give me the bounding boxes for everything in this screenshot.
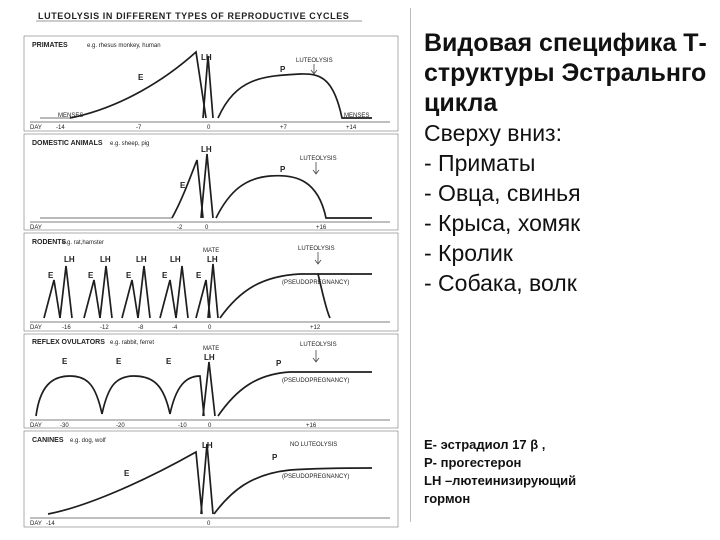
estradiol-peak bbox=[122, 280, 138, 318]
species-item: - Крыса, хомяк bbox=[424, 210, 581, 236]
label-e: E bbox=[116, 357, 122, 366]
label-lh: LH bbox=[64, 255, 75, 264]
luteolysis-arrow bbox=[311, 64, 317, 74]
panel-example: e.g. rhesus monkey, human bbox=[87, 43, 161, 49]
estradiol-peak bbox=[84, 280, 100, 318]
label-lh: LH bbox=[170, 255, 181, 264]
figure-title: LUTEOLYSIS IN DIFFERENT TYPES OF REPRODUCTIVE CYCLES bbox=[38, 11, 350, 21]
tick-label: +12 bbox=[310, 325, 321, 331]
tick-label: -20 bbox=[116, 423, 125, 429]
tick-label: -16 bbox=[62, 325, 71, 331]
label-lh: LH bbox=[204, 353, 215, 362]
label-e: E bbox=[138, 73, 144, 82]
label-lh: LH bbox=[202, 441, 213, 450]
tick-label: -4 bbox=[172, 325, 178, 331]
species-list bbox=[424, 148, 716, 298]
estradiol-curve bbox=[70, 52, 206, 118]
side-subtitle: Сверху вниз: bbox=[424, 120, 562, 146]
tick-label: -7 bbox=[136, 125, 142, 131]
lh-peak bbox=[138, 266, 150, 318]
label-e: E bbox=[162, 271, 168, 280]
panel-reflex-ovulators bbox=[24, 334, 398, 429]
label-e: E bbox=[88, 271, 94, 280]
label-e: E bbox=[180, 181, 186, 190]
panel-label: RODENTS bbox=[32, 239, 67, 246]
day-label: DAY bbox=[30, 325, 42, 331]
tick-label: 0 bbox=[205, 225, 209, 231]
panel-example: e.g. rabbit, ferret bbox=[110, 340, 155, 346]
progesterone-curve bbox=[218, 74, 372, 118]
legend bbox=[424, 436, 716, 508]
panel-label: CANINES bbox=[32, 437, 64, 444]
label-mate: MATE bbox=[203, 248, 220, 254]
panel-example: e.g. rat,hamster bbox=[62, 240, 105, 246]
panel-example: e.g. sheep, pig bbox=[110, 141, 150, 147]
tick-label: 0 bbox=[207, 521, 211, 527]
panel-label: DOMESTIC ANIMALS bbox=[32, 140, 103, 147]
species-item: - Овца, свинья bbox=[424, 180, 581, 206]
tick-label: +7 bbox=[280, 125, 287, 131]
panel-canines bbox=[24, 431, 398, 527]
species-item: - Приматы bbox=[424, 150, 536, 176]
label-no-luteolysis: NO LUTEOLYSIS bbox=[290, 442, 338, 448]
label-e: E bbox=[126, 271, 132, 280]
divider bbox=[410, 8, 411, 522]
day-label: DAY bbox=[30, 125, 42, 131]
lh-peak bbox=[203, 362, 215, 416]
label-lh: LH bbox=[136, 255, 147, 264]
lh-peak bbox=[201, 444, 213, 514]
label-lh: LH bbox=[100, 255, 111, 264]
lh-peak bbox=[100, 266, 112, 318]
label-p: P bbox=[280, 165, 286, 174]
label-e: E bbox=[48, 271, 54, 280]
day-label: DAY bbox=[30, 225, 42, 231]
lh-peak bbox=[60, 266, 72, 318]
panel-example: e.g. dog, wolf bbox=[70, 438, 106, 444]
lh-peak bbox=[203, 56, 213, 118]
tick-label: -14 bbox=[56, 125, 65, 131]
label-luteolysis: LUTEOLYSIS bbox=[296, 58, 333, 64]
tick-label: -2 bbox=[177, 225, 183, 231]
day-label: DAY bbox=[30, 423, 42, 429]
label-e: E bbox=[124, 469, 130, 478]
day-label: DAY bbox=[30, 521, 42, 527]
label-e: E bbox=[166, 357, 172, 366]
label-lh: LH bbox=[207, 255, 218, 264]
lh-peak bbox=[176, 266, 188, 318]
label-e: E bbox=[62, 357, 68, 366]
label-lh: LH bbox=[201, 145, 212, 154]
luteolysis-arrow bbox=[313, 350, 319, 362]
panel-rodents bbox=[24, 233, 398, 331]
label-menses-left: MENSES bbox=[58, 113, 84, 119]
tick-label: -14 bbox=[46, 521, 55, 527]
legend-line: P- прогестерон bbox=[424, 455, 522, 470]
luteolysis-arrow bbox=[315, 252, 321, 264]
tick-label: -12 bbox=[100, 325, 109, 331]
label-pseudopregnancy: (PSEUDOPREGNANCY) bbox=[282, 280, 350, 286]
tick-label: +16 bbox=[316, 225, 327, 231]
legend-line: LH –лютеинизирующий bbox=[424, 473, 577, 488]
tick-label: -30 bbox=[60, 423, 69, 429]
tick-label: +16 bbox=[306, 423, 317, 429]
panel-domestic-animals bbox=[24, 134, 398, 231]
legend-line: E- эстрадиол 17 β , bbox=[424, 437, 546, 452]
panel-label: PRIMATES bbox=[32, 42, 68, 49]
label-p: P bbox=[280, 65, 286, 74]
label-luteolysis: LUTEOLYSIS bbox=[298, 246, 335, 252]
label-p: P bbox=[272, 453, 278, 462]
label-lh: LH bbox=[201, 53, 212, 62]
tick-label: 0 bbox=[208, 325, 212, 331]
estradiol-curve bbox=[48, 452, 202, 514]
tick-label: 0 bbox=[208, 423, 212, 429]
label-menses-right: MENSES bbox=[344, 113, 370, 119]
estradiol-curve bbox=[172, 160, 203, 218]
panel-label: REFLEX OVULATORS bbox=[32, 339, 105, 346]
side-panel bbox=[424, 28, 716, 298]
side-title: Видовая специфика Т-структуры Эстральнго цикла bbox=[424, 29, 707, 117]
estradiol-peak bbox=[44, 280, 60, 318]
tick-label: +14 bbox=[346, 125, 357, 131]
label-p: P bbox=[276, 359, 282, 368]
species-item: - Кролик bbox=[424, 240, 513, 266]
label-e: E bbox=[196, 271, 202, 280]
label-luteolysis: LUTEOLYSIS bbox=[300, 156, 337, 162]
tick-label: -8 bbox=[138, 325, 144, 331]
luteolysis-arrow bbox=[313, 162, 319, 174]
legend-line: гормон bbox=[424, 491, 471, 506]
progesterone-curve bbox=[216, 176, 372, 218]
tick-label: -10 bbox=[178, 423, 187, 429]
species-item: - Собака, волк bbox=[424, 270, 577, 296]
label-mate: MATE bbox=[203, 346, 220, 352]
label-luteolysis: LUTEOLYSIS bbox=[300, 342, 337, 348]
tick-label: 0 bbox=[207, 125, 211, 131]
panel-primates bbox=[24, 36, 398, 131]
estradiol-waves bbox=[36, 376, 204, 416]
label-pseudopregnancy: (PSEUDOPREGNANCY) bbox=[282, 474, 350, 480]
lh-peak bbox=[208, 264, 218, 318]
estradiol-peak bbox=[160, 280, 176, 318]
label-pseudopregnancy: (PSEUDOPREGNANCY) bbox=[282, 378, 350, 384]
